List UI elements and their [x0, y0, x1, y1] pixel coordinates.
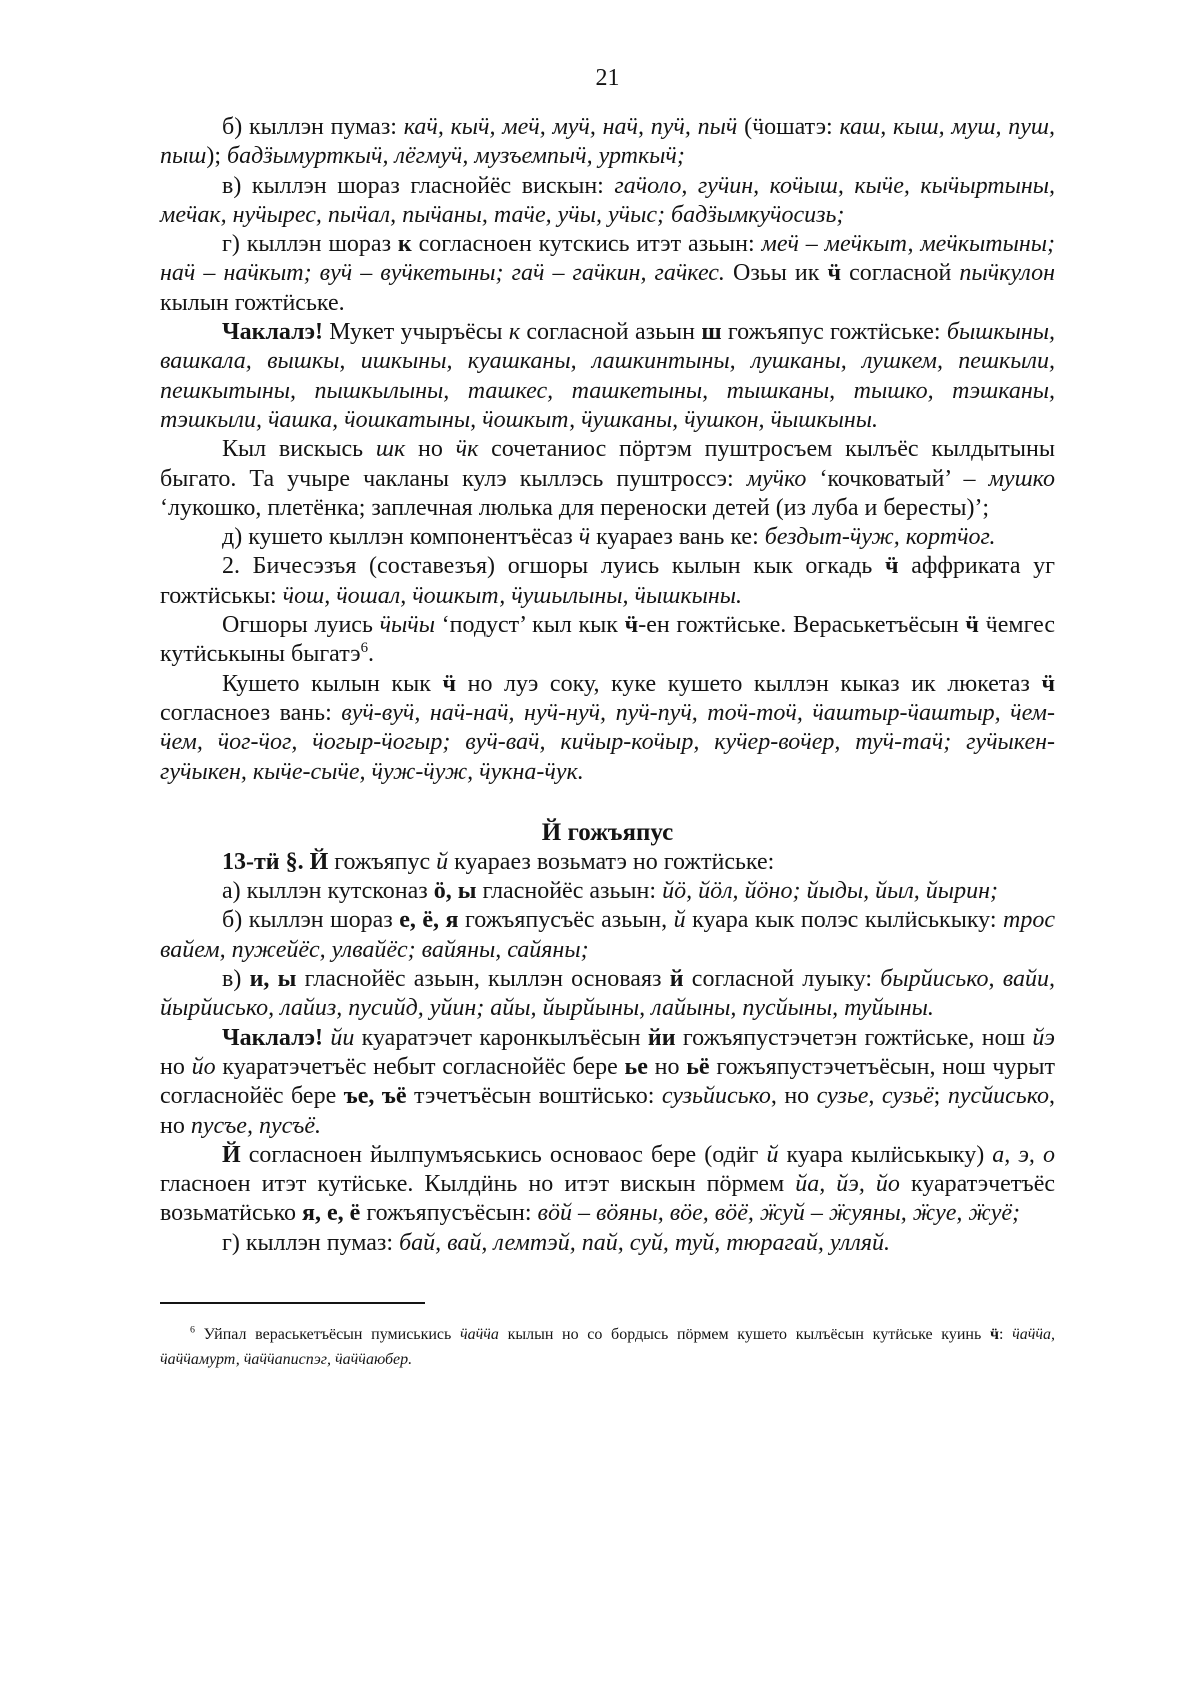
- italic-text: йо: [191, 1053, 216, 1080]
- italic-text: бышкыны, вашкала, вышкы, ишкыны, куашканы, лашкинтыны, лушканы, лушкем, пешкыли, пешкытыны, пышкылыны, ташкес, ташкетыны, тышканы, тышко, тэшканы, тэшкыли, ӵашка, ӵошкатыны, ӵошкыт, ӵушканы, ӵушкон, ӵышкыны.: [160, 319, 1055, 433]
- bold-text: Чаклалэ!: [222, 319, 323, 346]
- text-run: гожъяпусъёсын:: [360, 1200, 538, 1227]
- section-ch-body: [160, 113, 1055, 787]
- text-run: Огшоры луись: [222, 612, 380, 639]
- text-run: куаратэчетъёс возьматӥсько: [160, 1171, 1056, 1227]
- italic-text: й: [673, 907, 686, 934]
- text-run: куараез вань ке:: [590, 524, 765, 551]
- text-run: а) кыллэн кутсконаз: [222, 878, 434, 905]
- text-run: гожъяпустэчетэн гожтӥське, нош: [675, 1024, 1033, 1051]
- text-run: , но: [160, 1083, 1056, 1139]
- text-run: куара кылӥськыку): [778, 1141, 993, 1168]
- bold-text: ӵ: [965, 612, 979, 639]
- bold-text: ӵ: [442, 670, 457, 697]
- paragraph: [160, 1024, 1055, 1141]
- text-run: ӵемгес кутӥськыны быгатэ: [160, 612, 1055, 668]
- bold-text: ш: [701, 319, 722, 346]
- text-run: , но: [770, 1083, 817, 1110]
- bold-text: я, е, ё: [302, 1200, 361, 1227]
- italic-text: йӧ, йӧл, йӧно; йыды, йыл, йырин;: [662, 878, 998, 905]
- paragraph: [160, 611, 1055, 670]
- bold-text: ъе, ъё: [343, 1083, 407, 1110]
- italic-text: сузье, сузьё: [816, 1083, 934, 1110]
- italic-text: пусйисько: [947, 1083, 1050, 1110]
- italic-text: к: [508, 319, 521, 346]
- italic-text: йа, йэ, йо: [795, 1171, 900, 1198]
- italic-text: бырйисько, вайи, йырйисько, лайиз, пусийд, уйин; айы, йырйыны, лайыны, пусйыны, туйыны.: [160, 966, 1056, 1022]
- text-run: г) кыллэн шораз: [222, 231, 398, 258]
- bold-text: е, ё, я: [399, 907, 459, 934]
- bold-text: ӵ: [827, 260, 842, 287]
- italic-text: пыӵкулон: [959, 260, 1056, 287]
- italic-text: ӵош, ӵошал, ӵошкыт, ӵушылыны, ӵышкыны.: [282, 582, 743, 609]
- paragraph: [160, 523, 1055, 552]
- italic-text: бадӟымурткыӵ, лёгмуӵ, музъемпыӵ, урткыӵ;: [227, 143, 685, 170]
- text-run: согласноез вань:: [160, 699, 342, 726]
- text-run: аффриката уг гожтӥськы:: [160, 553, 1055, 609]
- footnote-text: [160, 1322, 1055, 1372]
- text-run: б) кыллэн шораз: [222, 907, 400, 934]
- bold-text: ӵ: [885, 553, 899, 580]
- bold-text: ье: [624, 1053, 648, 1080]
- text-run: гласнойёс азьын, кыллэн основаяз: [296, 966, 670, 993]
- text-run: куаратэчет каронкылъёсын: [354, 1024, 648, 1051]
- footnote: [160, 1322, 1055, 1372]
- italic-text: ӵыӵы: [379, 612, 435, 639]
- bold-text: ӵ: [989, 1325, 999, 1343]
- bold-text: ӵ: [1041, 670, 1055, 697]
- text-run: гожъяпус: [328, 848, 437, 875]
- text-run: .: [368, 641, 375, 668]
- italic-text: муӵко: [746, 465, 807, 492]
- bold-text: ьё: [686, 1053, 710, 1080]
- italic-text: ӵаӵӵа: [460, 1325, 499, 1343]
- paragraph: [160, 906, 1055, 965]
- text-run: д) кушето кыллэн компонентъёсаз: [222, 524, 579, 551]
- text-run: гласнойёс азьын:: [476, 878, 663, 905]
- bold-text: 13-тӥ §. Й: [222, 848, 329, 875]
- paragraph: [160, 848, 1055, 877]
- paragraph: [160, 230, 1055, 318]
- paragraph: [160, 877, 1055, 906]
- bold-text: Чаклалэ!: [222, 1024, 323, 1051]
- text-run: Кыл вискысь: [222, 436, 376, 463]
- bold-text: к: [397, 231, 412, 258]
- italic-text: а, э, о: [992, 1141, 1055, 1168]
- text-run: согласной азьын: [520, 319, 702, 346]
- text-run: (ӵошатэ:: [737, 114, 840, 140]
- italic-text: ӵк: [455, 436, 479, 463]
- text-run: гласноен итэт кутӥське. Кылдӥнь но итэт вискын пӧрмем: [160, 1171, 796, 1198]
- paragraph: [160, 965, 1055, 1024]
- text-run: Уйпал вераськетъёсын пумиськись: [194, 1325, 460, 1343]
- text-run: но: [647, 1053, 687, 1080]
- italic-text: ӵаӵӵа, ӵаӵӵамурт, ӵаӵӵаписпэг, ӵаӵӵаюбер.: [160, 1325, 1056, 1368]
- footnote-separator: [160, 1302, 425, 1304]
- italic-text: шк: [375, 436, 406, 463]
- paragraph: [160, 670, 1055, 787]
- section-y-body: [160, 848, 1055, 1258]
- text-run: куараез возьматэ но гожтӥське:: [448, 848, 775, 875]
- text-run: кылын гожтӥське.: [160, 289, 345, 316]
- bold-text: йи: [647, 1024, 676, 1051]
- italic-text: бездыт-ӵуж, кортӵог.: [764, 524, 996, 551]
- italic-text: меӵ – меӵкыт, меӵкытыны; наӵ – наӵкыт; вуӵ – вуӵкетыны; гаӵ – гаӵкин, гаӵкес.: [160, 231, 1055, 287]
- text-run: но: [160, 1053, 192, 1080]
- text-run: Озьы ик: [724, 260, 828, 287]
- italic-text: ӵ: [578, 524, 591, 551]
- italic-text: йэ: [1032, 1024, 1055, 1051]
- text-run: в): [222, 966, 250, 993]
- text-run: сочетаниос пӧртэм пуштросъем кылъёс кылдытыны быгато. Та учыре чакланы кулэ кыллэсь пуштроссэ:: [160, 436, 1056, 492]
- text-run: но: [405, 436, 456, 463]
- paragraph: [160, 1229, 1055, 1258]
- text-run: :: [998, 1325, 1013, 1343]
- bold-text: Й: [222, 1141, 241, 1168]
- text-run: ‘подуст’ кыл кык: [434, 612, 625, 639]
- italic-text: каш, кыш, муш, пуш, пыш: [160, 114, 1055, 170]
- text-run: куара кык полэс кылӥськыку:: [685, 907, 1004, 934]
- footnote-marker: 6: [190, 1324, 195, 1336]
- text-run: гожъяпус гожтӥське:: [721, 319, 947, 346]
- text-run: Мукет учыръёсы: [322, 319, 509, 346]
- italic-text: трос вайем, пужейёс, улвайёс; вайяны, сайяны;: [160, 907, 1055, 963]
- text-run: согласной луыку:: [683, 966, 881, 993]
- text-run: ‘лукошко, плетёнка; заплечная люлька для переноски детей (из луба и бересты)’;: [160, 494, 990, 521]
- text-run: куаратэчетъёс небыт согласнойёс бере: [215, 1053, 625, 1080]
- paragraph: [160, 1141, 1055, 1229]
- footnote-marker: 6: [360, 640, 369, 657]
- text-run: -ен гожтӥське. Вераськетъёсын: [638, 612, 966, 639]
- text-run: согласной: [841, 260, 960, 287]
- paragraph: [160, 318, 1055, 435]
- italic-text: й: [766, 1141, 779, 1168]
- text-run: гожъяпусъёс азьын,: [458, 907, 674, 934]
- italic-text: йи: [330, 1024, 355, 1051]
- paragraph: [160, 113, 1055, 172]
- italic-text: гаӵоло, гуӵин, коӵыш, кыӵе, кыӵыртыны, меӵак, нуӵырес, пыӵал, пыӵаны, таӵе, уӵы, уӵыс; бадӟымкуӵосизь;: [160, 172, 1056, 228]
- text-run: гожъяпустэчетъёсын, нош чурыт согласнойёс бере: [160, 1053, 1055, 1110]
- italic-text: вӧй – вӧяны, вӧе, вӧё, ӝуй – ӝуяны, ӝуе, ӝуё;: [537, 1200, 1020, 1227]
- section-heading: Й гожъяпус: [541, 818, 674, 846]
- text-column: [160, 64, 1055, 1372]
- bold-text: и, ы: [249, 966, 297, 993]
- italic-text: мушко: [988, 465, 1055, 492]
- text-run: в) кыллэн шораз гласнойёс вискын:: [222, 172, 615, 199]
- page-number: 21: [595, 65, 620, 91]
- bold-text: й: [669, 966, 684, 993]
- italic-text: каӵ, кыӵ, меӵ, муӵ, наӵ, пуӵ, пыӵ: [403, 114, 738, 140]
- italic-text: й: [436, 848, 449, 875]
- text-run: б) кыллэн пумаз:: [222, 114, 404, 140]
- text-run: согласноен йылпумъяськись основаос бере (одӥг: [240, 1141, 767, 1168]
- text-run: кылын но со бордысь пӧрмем кушето кылъёсын кутӥське куинь: [498, 1325, 990, 1343]
- italic-text: вуӵ-вуӵ, наӵ-наӵ, нуӵ-нуӵ, пуӵ-пуӵ, тоӵ-тоӵ, ӵаштыр-ӵаштыр, ӵем-ӵем, ӵог-ӵог, ӵогыр-ӵогыр; вуӵ-ваӵ, киӵыр-коӵыр, куӵер-воӵер, туӵ-таӵ; гуӵыкен-гуӵыкен, кыӵе-сыӵе, ӵуж-ӵуж, ӵукна-ӵук.: [160, 699, 1055, 785]
- paragraph: [160, 552, 1055, 611]
- text-run: ;: [933, 1083, 948, 1110]
- text-run: 2. Бичесэзъя (составезъя) огшоры луись кылын кык огкадь: [222, 553, 886, 580]
- text-run: );: [206, 143, 228, 170]
- text-run: тэчетъёсын воштӥсько:: [406, 1083, 662, 1110]
- italic-text: бай, вай, лемтэй, пай, суй, туй, тюрагай, улляй.: [399, 1229, 890, 1256]
- text-run: Кушето кылын кык: [222, 670, 443, 697]
- italic-text: пусъе, пусъё.: [190, 1112, 322, 1139]
- bold-text: ӧ, ы: [433, 878, 477, 905]
- text-run: но луэ соку, куке кушето кыллэн кыказ ик люкетаз: [456, 670, 1042, 697]
- text-run: ‘кочковатый’ –: [806, 465, 989, 492]
- bold-text: ӵ: [624, 612, 639, 639]
- italic-text: сузьйисько: [661, 1083, 771, 1110]
- text-run: согласноен кутскись итэт азьын:: [411, 231, 762, 258]
- paragraph: [160, 172, 1055, 231]
- paragraph: [160, 435, 1055, 523]
- text-run: г) кыллэн пумаз:: [222, 1229, 400, 1256]
